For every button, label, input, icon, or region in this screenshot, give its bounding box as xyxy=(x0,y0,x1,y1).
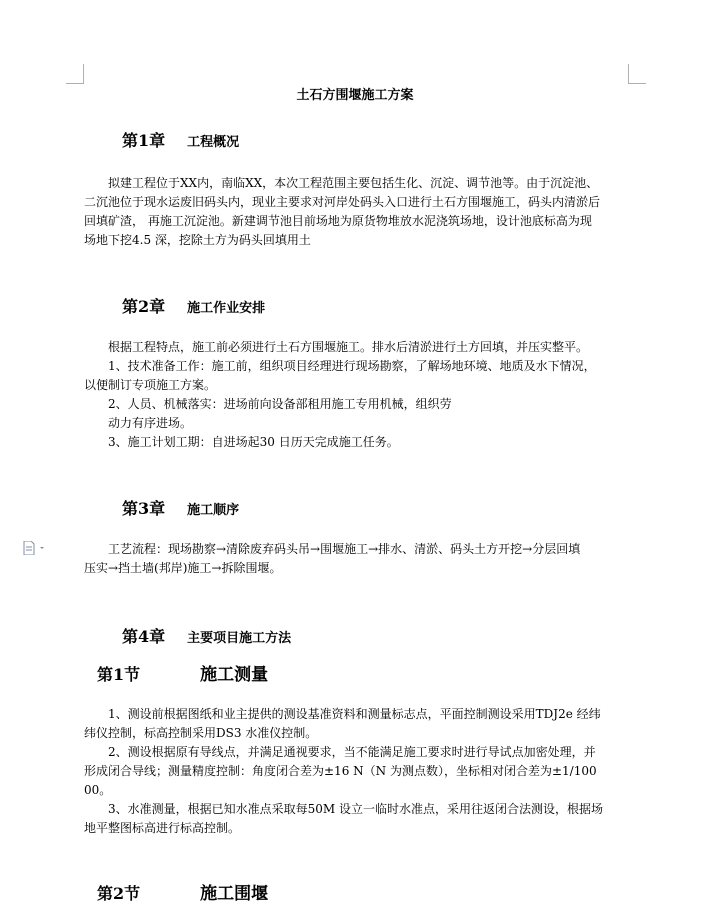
text-line: 3、施工计划工期：自进场起30 日历天完成施工任务。 xyxy=(108,435,399,449)
chapter-number: 第2章 xyxy=(122,297,166,316)
text-line: 形成闭合导线；测量精度控制：角度闭合差为±16 N（N 为测点数），坐标相对闭合差为±1/100 xyxy=(84,764,597,778)
section-number: 第1节 xyxy=(97,665,141,684)
text-line: 工艺流程：现场勘察→清除废弃码头吊→围堰施工→排水、清淤、码头土方开挖→分层回填 xyxy=(108,542,581,556)
margin-corner-top-left xyxy=(66,64,84,84)
chapter-2-paragraph xyxy=(84,338,624,452)
document-icon[interactable] xyxy=(23,541,49,555)
section-1-heading xyxy=(97,660,268,685)
chapter-number: 第1章 xyxy=(122,131,166,150)
chapter-title: 工程概况 xyxy=(187,135,240,150)
text-line: 二沉池位于现水运废旧码头内，现业主要求对河岸处码头入口进行土石方围堰施工，码头内清淤后 xyxy=(84,195,601,209)
text-line: 拟建工程位于XX内，南临XX，本次工程范围主要包括生化、沉淀、调节池等。由于沉淀池、 xyxy=(108,176,599,190)
text-line: 场地下挖4.5 深，挖除土方为码头回填用土 xyxy=(84,233,311,247)
section-1-paragraph xyxy=(84,705,624,838)
section-number: 第2节 xyxy=(97,884,141,903)
text-line: 2、人员、机械落实：进场前向设备部租用施工专用机械，组织劳 xyxy=(108,397,452,411)
text-line: 以便制订专项施工方案。 xyxy=(84,378,217,392)
text-line: 00。 xyxy=(84,783,112,797)
text-line: 2、测设根据原有导线点，并满足通视要求，当不能满足施工要求时进行导试点加密处理，并 xyxy=(108,745,596,759)
chapter-title: 施工作业安排 xyxy=(187,301,266,316)
chapter-4-heading xyxy=(122,624,291,647)
text-line: 1、技术准备工作：施工前，组织项目经理进行现场勘察，了解场地环境、地质及水下情况， xyxy=(108,359,596,373)
text-line: 3、水准测量，根据已知水准点采取每50M 设立一临时水准点，采用往返闭合法测设，根据场 xyxy=(108,802,604,816)
section-2-heading xyxy=(97,879,268,904)
margin-corner-top-right xyxy=(628,64,646,84)
text-line: 纬仪控制，标高控制采用DS3 水准仪控制。 xyxy=(84,726,318,740)
chapter-1-heading xyxy=(122,128,239,151)
chapter-title: 主要项目施工方法 xyxy=(187,631,292,646)
chapter-number: 第4章 xyxy=(122,627,166,646)
chapter-title: 施工顺序 xyxy=(187,503,240,518)
text-line: 动力有序进场。 xyxy=(108,416,193,430)
chapter-number: 第3章 xyxy=(122,499,166,518)
chapter-1-paragraph xyxy=(84,174,624,250)
document-title: 土石方围堰施工方案 xyxy=(296,88,414,103)
text-line: 地平整图标高进行标高控制。 xyxy=(84,821,241,835)
text-line: 根据工程特点，施工前必须进行土石方围堰施工。排水后清淤进行土方回填，并压实整平。 xyxy=(108,340,589,354)
text-line: 回填矿渣， 再施工沉淀池。新建调节池目前场地为原货物堆放水泥浇筑场地，设计池底标高为现 xyxy=(84,214,592,228)
text-line: 1、测设前根据图纸和业主提供的测设基准资料和测量标志点，平面控制测设采用TDJ2e 经纬 xyxy=(108,707,601,721)
chapter-3-paragraph xyxy=(84,540,624,578)
section-title: 施工测量 xyxy=(200,665,269,685)
chapter-2-heading xyxy=(122,294,265,317)
chapter-3-heading xyxy=(122,496,239,519)
section-title: 施工围堰 xyxy=(200,884,269,904)
text-line: 压实→挡土墙(邦岸)施工→拆除围堰。 xyxy=(84,561,282,575)
